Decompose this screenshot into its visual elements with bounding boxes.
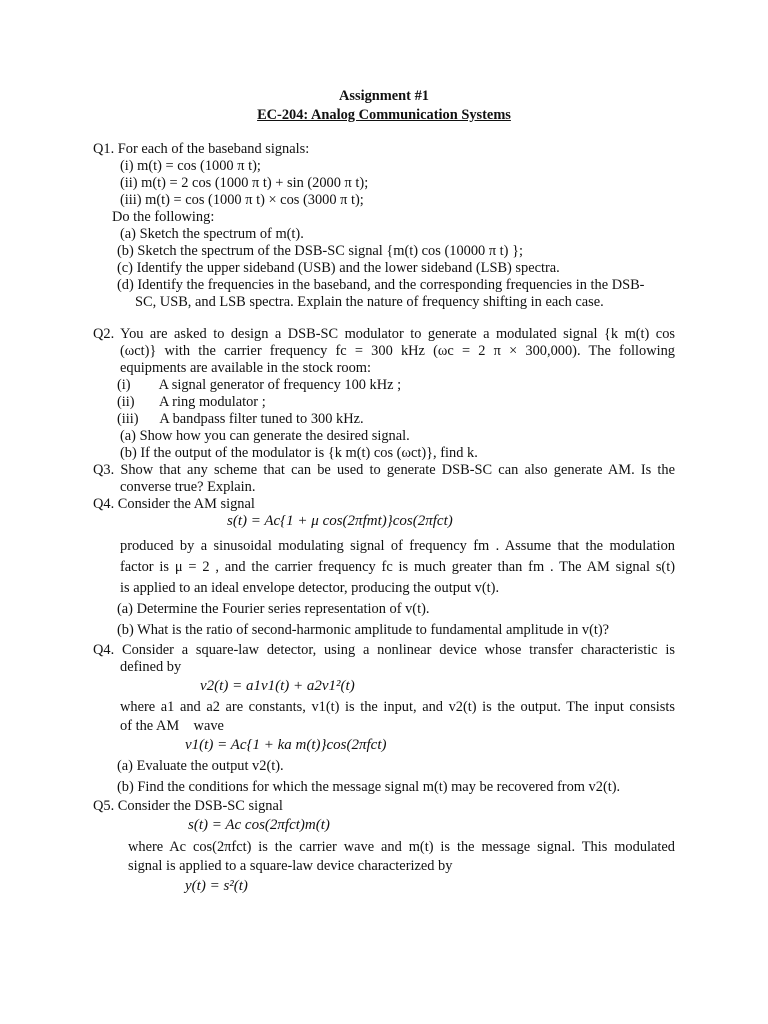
q4b-text-3: where a1 and a2 are constants, v1(t) is the input, and v2(t) is the output. The input consists <box>120 699 675 715</box>
q1-signal-i: (i) m(t) = cos (1000 π t); <box>120 158 261 174</box>
q1-part-b: (b) Sketch the spectrum of the DSB-SC signal {m(t) cos (10000 π t) }; <box>117 243 523 259</box>
q4-part-b: (b) What is the ratio of second-harmonic amplitude to fundamental amplitude in v(t)? <box>117 622 610 638</box>
q4b-equation: v2(t) = a1v1(t) + a2v1²(t) <box>200 678 355 694</box>
q1-instruction: Do the following: <box>112 209 215 225</box>
q4b-text-4: of the AM wave <box>120 718 224 734</box>
q2-item-i: (i) A signal generator of frequency 100 kHz ; <box>117 377 402 393</box>
q5-text: Q5. Consider the DSB-SC signal <box>93 798 283 814</box>
q4-text-3: factor is μ = 2 , and the carrier frequency fc is much greater than fm . The AM signal s(t) <box>120 559 675 575</box>
q5-text-2: where Ac cos(2πfct) is the carrier wave and m(t) is the message signal. This modulated <box>128 839 675 855</box>
q4-text-2: produced by a sinusoidal modulating signal of frequency fm . Assume that the modulation <box>120 538 675 554</box>
q4b-text-2: defined by <box>120 659 182 675</box>
course-title: EC-204: Analog Communication Systems <box>257 107 511 123</box>
q3-text-cont: converse true? Explain. <box>120 479 256 495</box>
q4b-text: Q4. Consider a square-law detector, using a nonlinear device whose transfer characteristic is <box>93 642 675 658</box>
q5-equation-2: y(t) = s²(t) <box>185 878 248 894</box>
q1-text: Q1. For each of the baseband signals: <box>93 141 310 157</box>
q4-part-a: (a) Determine the Fourier series representation of v(t). <box>117 601 430 617</box>
q4b-equation-2: v1(t) = Ac{1 + ka m(t)}cos(2πfct) <box>185 737 387 753</box>
q2-part-b: (b) If the output of the modulator is {k m(t) cos (ωct)}, find k. <box>120 445 478 461</box>
q4-text: Q4. Consider the AM signal <box>93 496 255 512</box>
q4b-part-a: (a) Evaluate the output v2(t). <box>117 758 284 774</box>
q3-text: Q3. Show that any scheme that can be used to generate DSB-SC can also generate AM. Is the <box>93 462 675 478</box>
assignment-title: Assignment #1 <box>339 88 429 104</box>
q1-signal-ii: (ii) m(t) = 2 cos (1000 π t) + sin (2000 π t); <box>120 175 369 191</box>
q5-equation: s(t) = Ac cos(2πfct)m(t) <box>188 817 330 833</box>
q2-text: Q2. You are asked to design a DSB-SC modulator to generate a modulated signal {k m(t) cos <box>93 326 675 342</box>
q4-equation: s(t) = Ac{1 + μ cos(2πfmt)}cos(2πfct) <box>227 513 453 529</box>
q1-part-d-cont: SC, USB, and LSB spectra. Explain the nature of frequency shifting in each case. <box>135 294 604 310</box>
q1-signal-iii: (iii) m(t) = cos (1000 π t) × cos (3000 π t); <box>120 192 364 208</box>
q1-part-a: (a) Sketch the spectrum of m(t). <box>120 226 304 242</box>
q1-part-d: (d) Identify the frequencies in the baseband, and the corresponding frequencies in the DSB- <box>117 277 645 293</box>
q2-part-a: (a) Show how you can generate the desired signal. <box>120 428 410 444</box>
q1-part-c: (c) Identify the upper sideband (USB) and the lower sideband (LSB) spectra. <box>117 260 560 276</box>
q4b-part-b: (b) Find the conditions for which the message signal m(t) may be recovered from v2(t). <box>117 779 621 795</box>
q2-text-cont: (ωct)} with the carrier frequency fc = 300 kHz (ωc = 2 π × 300,000). The following <box>120 343 675 359</box>
q2-item-ii: (ii) A ring modulator ; <box>117 394 266 410</box>
q4-text-4: is applied to an ideal envelope detector, producing the output v(t). <box>120 580 500 596</box>
q2-item-iii: (iii) A bandpass filter tuned to 300 kHz. <box>117 411 364 427</box>
q2-text-cont2: equipments are available in the stock room: <box>120 360 371 376</box>
q5-text-3: signal is applied to a square-law device characterized by <box>128 858 453 874</box>
